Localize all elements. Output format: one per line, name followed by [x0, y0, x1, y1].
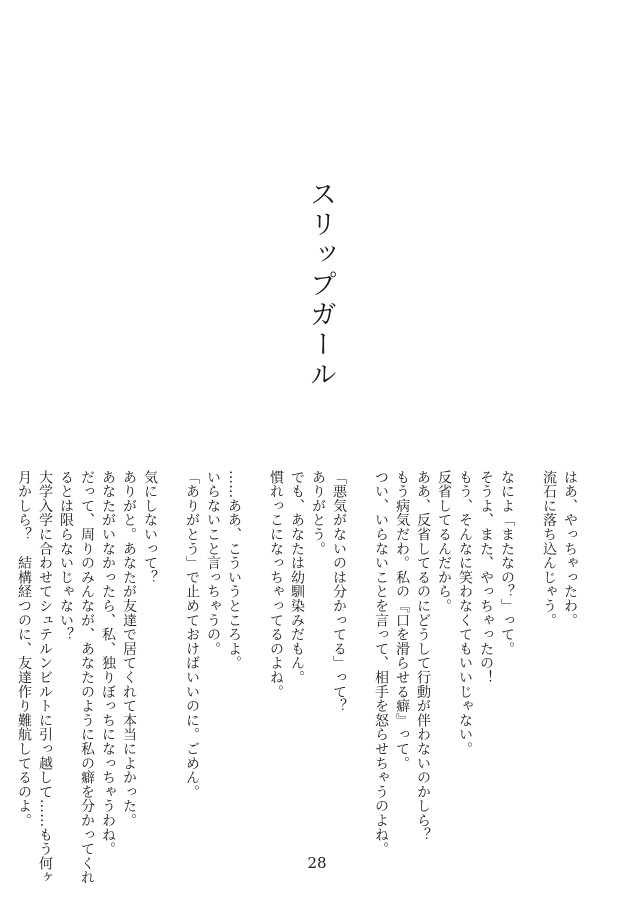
paragraph-gap	[244, 470, 265, 800]
body-line: 慣れっこになっちゃってるのよね。	[268, 470, 284, 699]
body-line: もう病気だわ。私の『口を滑らせる癖』って。	[394, 470, 410, 771]
body-line: つい、いらないことを言って、相手を怒らせちゃうのよね。	[373, 470, 389, 857]
body-line: はあ、やっちゃったわ。	[562, 470, 578, 628]
body-line: るとは限らないじゃない？	[58, 470, 74, 642]
body-line: もう、そんなに笑わなくてもいいじゃない。	[457, 470, 473, 756]
body-line: ……ああ、こういうところよ。	[226, 470, 242, 671]
story-title: スリップガール	[305, 180, 336, 390]
paragraph-gap	[160, 470, 181, 800]
body-line: あなたがいなかったら、私、独りぼっちになっちゃうわね。	[100, 470, 116, 857]
body-line: いらないこと言っちゃうの。	[205, 470, 221, 656]
body-line: 月かしら？ 結構経つのに、友達作り難航してるのよ。	[16, 470, 32, 828]
body-line: ありがとう。	[310, 470, 326, 556]
body-line: なによ「またなの？」って。	[499, 470, 515, 656]
body-line: 大学入学に合わせてシュテルンビルトに引っ越して……もう何ヶ	[37, 470, 53, 885]
paragraph-gap	[517, 470, 538, 800]
body-line: ありがと。あなたが友達で居てくれて本当によかった。	[121, 470, 137, 828]
page-number: 28	[307, 854, 327, 872]
paragraph-gap	[349, 470, 370, 800]
body-line: そうよ、また、やっちゃったの！	[478, 470, 494, 685]
body-line: でも、あなたは幼馴染みだもん。	[289, 470, 305, 685]
body-line: 流石に落ち込んじゃう。	[541, 470, 557, 628]
body-line: 「悪気がないのは分かってる」って？	[331, 470, 347, 714]
body-line: 気にしないって？	[142, 470, 158, 585]
body-line: 「ありがとう」で止めておけばいいのに。ごめん。	[184, 470, 200, 799]
body-line: だって、周りのみんなが、あなたのように私の癖を分かってくれ	[79, 470, 95, 885]
body-line: ああ、反省してるのにどうして行動が伴わないのかしら？	[415, 470, 431, 842]
body-line: 反省してるんだから。	[436, 470, 452, 613]
